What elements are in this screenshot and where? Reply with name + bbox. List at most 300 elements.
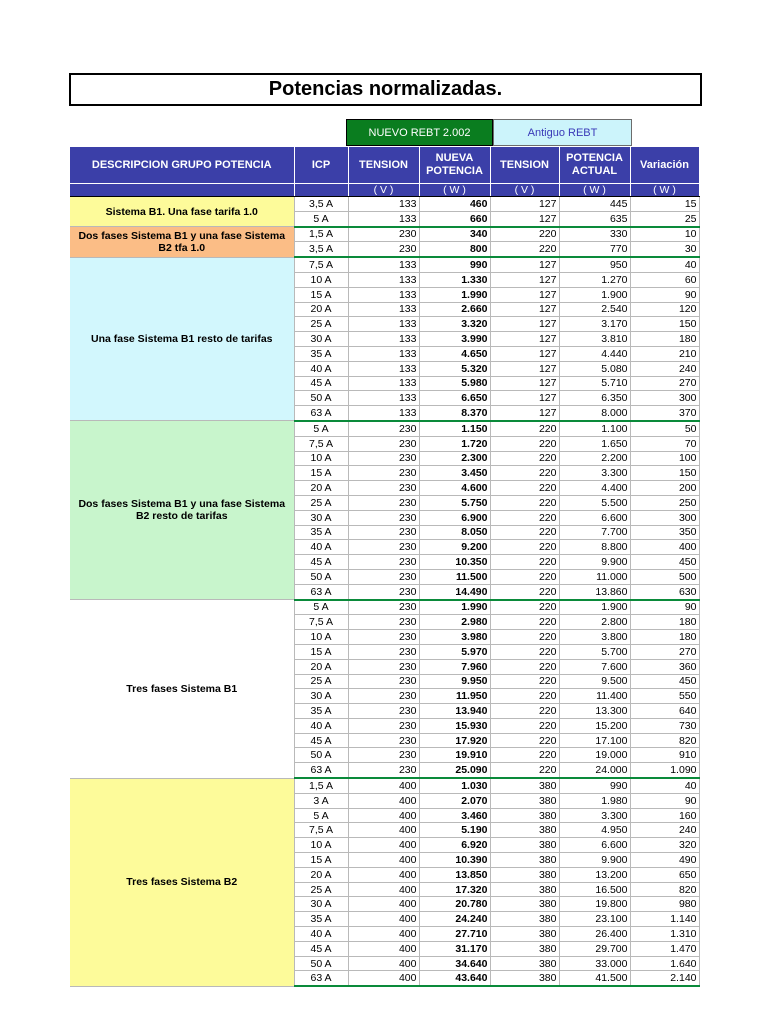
- cell-tension-old: 220: [490, 510, 559, 525]
- units-row: [70, 184, 699, 197]
- cell-variacion: 270: [630, 376, 699, 391]
- cell-icp: 25 A: [294, 674, 348, 689]
- cell-variacion: 400: [630, 540, 699, 555]
- cell-icp: 45 A: [294, 941, 348, 956]
- cell-potencia-actual: 445: [559, 197, 630, 212]
- cell-variacion: 300: [630, 510, 699, 525]
- cell-nueva-potencia: 6.650: [419, 391, 490, 406]
- cell-tension-old: 380: [490, 838, 559, 853]
- cell-variacion: 320: [630, 838, 699, 853]
- group-description: Sistema B1. Una fase tarifa 1.0: [70, 197, 294, 227]
- cell-icp: 10 A: [294, 272, 348, 287]
- cell-variacion: 180: [630, 615, 699, 630]
- cell-variacion: 40: [630, 778, 699, 793]
- cell-tension-new: 230: [348, 510, 419, 525]
- cell-tension-old: 220: [490, 644, 559, 659]
- cell-tension-new: 400: [348, 941, 419, 956]
- cell-nueva-potencia: 1.330: [419, 272, 490, 287]
- cell-nueva-potencia: 11.950: [419, 689, 490, 704]
- cell-potencia-actual: 24.000: [559, 763, 630, 778]
- cell-variacion: 240: [630, 823, 699, 838]
- cell-tension-old: 127: [490, 391, 559, 406]
- cell-variacion: 120: [630, 302, 699, 317]
- header-descripcion: DESCRIPCION GRUPO POTENCIA: [70, 147, 294, 184]
- cell-tension-new: 230: [348, 674, 419, 689]
- cell-nueva-potencia: 2.980: [419, 615, 490, 630]
- cell-nueva-potencia: 17.920: [419, 733, 490, 748]
- cell-icp: 20 A: [294, 867, 348, 882]
- cell-tension-new: 400: [348, 912, 419, 927]
- cell-icp: 30 A: [294, 510, 348, 525]
- cell-icp: 15 A: [294, 853, 348, 868]
- header-variacion: Variación: [630, 147, 699, 184]
- cell-potencia-actual: 4.950: [559, 823, 630, 838]
- cell-potencia-actual: 3.300: [559, 808, 630, 823]
- cell-tension-old: 380: [490, 867, 559, 882]
- header-icp: ICP: [294, 147, 348, 184]
- group-description: Dos fases Sistema B1 y una fase Sistema B2 tfa 1.0: [70, 227, 294, 258]
- cell-tension-old: 220: [490, 763, 559, 778]
- cell-tension-old: 220: [490, 242, 559, 257]
- cell-tension-old: 127: [490, 257, 559, 272]
- cell-tension-old: 220: [490, 555, 559, 570]
- cell-potencia-actual: 6.600: [559, 510, 630, 525]
- cell-icp: 35 A: [294, 912, 348, 927]
- cell-nueva-potencia: 8.050: [419, 525, 490, 540]
- cell-icp: 10 A: [294, 838, 348, 853]
- table-row: [70, 600, 699, 615]
- cell-variacion: 630: [630, 584, 699, 599]
- cell-potencia-actual: 8.800: [559, 540, 630, 555]
- cell-icp: 63 A: [294, 971, 348, 986]
- cell-tension-old: 220: [490, 748, 559, 763]
- cell-icp: 5 A: [294, 421, 348, 436]
- cell-tension-new: 230: [348, 600, 419, 615]
- unit-w: ( W ): [559, 184, 630, 197]
- cell-tension-old: 220: [490, 615, 559, 630]
- cell-icp: 1,5 A: [294, 778, 348, 793]
- cell-tension-old: 220: [490, 689, 559, 704]
- cell-potencia-actual: 1.650: [559, 436, 630, 451]
- cell-variacion: 90: [630, 793, 699, 808]
- cell-potencia-actual: 7.600: [559, 659, 630, 674]
- cell-icp: 20 A: [294, 302, 348, 317]
- cell-variacion: 30: [630, 242, 699, 257]
- cell-potencia-actual: 990: [559, 778, 630, 793]
- cell-potencia-actual: 5.710: [559, 376, 630, 391]
- cell-tension-old: 127: [490, 197, 559, 212]
- cell-variacion: 360: [630, 659, 699, 674]
- cell-potencia-actual: 6.350: [559, 391, 630, 406]
- cell-icp: 15 A: [294, 644, 348, 659]
- cell-nueva-potencia: 6.920: [419, 838, 490, 853]
- cell-variacion: 240: [630, 361, 699, 376]
- cell-variacion: 730: [630, 718, 699, 733]
- cell-icp: 40 A: [294, 361, 348, 376]
- cell-nueva-potencia: 1.990: [419, 600, 490, 615]
- cell-tension-new: 133: [348, 302, 419, 317]
- cell-tension-new: 230: [348, 421, 419, 436]
- cell-icp: 35 A: [294, 346, 348, 361]
- cell-potencia-actual: 950: [559, 257, 630, 272]
- cell-potencia-actual: 33.000: [559, 956, 630, 971]
- cell-tension-old: 220: [490, 584, 559, 599]
- cell-tension-old: 127: [490, 361, 559, 376]
- cell-variacion: 820: [630, 733, 699, 748]
- cell-nueva-potencia: 340: [419, 227, 490, 242]
- cell-tension-new: 400: [348, 793, 419, 808]
- cell-icp: 40 A: [294, 718, 348, 733]
- cell-icp: 7,5 A: [294, 436, 348, 451]
- cell-tension-old: 380: [490, 853, 559, 868]
- cell-tension-old: 380: [490, 941, 559, 956]
- cell-icp: 10 A: [294, 451, 348, 466]
- cell-tension-new: 230: [348, 644, 419, 659]
- cell-nueva-potencia: 2.070: [419, 793, 490, 808]
- cell-variacion: 450: [630, 674, 699, 689]
- cell-tension-new: 400: [348, 838, 419, 853]
- cell-tension-old: 127: [490, 211, 559, 226]
- cell-variacion: 250: [630, 495, 699, 510]
- cell-tension-new: 230: [348, 615, 419, 630]
- cell-tension-old: 220: [490, 674, 559, 689]
- cell-potencia-actual: 5.700: [559, 644, 630, 659]
- cell-tension-old: 220: [490, 481, 559, 496]
- nuevo-rebt-label: NUEVO REBT 2.002: [346, 119, 493, 146]
- cell-tension-new: 230: [348, 704, 419, 719]
- cell-tension-new: 230: [348, 436, 419, 451]
- cell-variacion: 350: [630, 525, 699, 540]
- cell-variacion: 40: [630, 257, 699, 272]
- cell-tension-new: 133: [348, 361, 419, 376]
- cell-tension-new: 230: [348, 718, 419, 733]
- table-row: [70, 227, 699, 242]
- cell-tension-old: 380: [490, 956, 559, 971]
- cell-nueva-potencia: 1.030: [419, 778, 490, 793]
- cell-tension-old: 220: [490, 421, 559, 436]
- cell-potencia-actual: 13.200: [559, 867, 630, 882]
- cell-nueva-potencia: 5.320: [419, 361, 490, 376]
- cell-variacion: 200: [630, 481, 699, 496]
- cell-variacion: 180: [630, 332, 699, 347]
- cell-icp: 50 A: [294, 956, 348, 971]
- cell-tension-new: 230: [348, 540, 419, 555]
- cell-nueva-potencia: 8.370: [419, 406, 490, 421]
- cell-tension-new: 400: [348, 927, 419, 942]
- cell-tension-new: 230: [348, 495, 419, 510]
- cell-tension-new: 230: [348, 748, 419, 763]
- cell-potencia-actual: 2.800: [559, 615, 630, 630]
- cell-potencia-actual: 9.500: [559, 674, 630, 689]
- cell-potencia-actual: 1.270: [559, 272, 630, 287]
- cell-tension-new: 400: [348, 971, 419, 986]
- cell-icp: 7,5 A: [294, 823, 348, 838]
- cell-icp: 45 A: [294, 733, 348, 748]
- cell-tension-new: 400: [348, 853, 419, 868]
- cell-nueva-potencia: 460: [419, 197, 490, 212]
- cell-icp: 50 A: [294, 748, 348, 763]
- cell-icp: 40 A: [294, 540, 348, 555]
- cell-icp: 25 A: [294, 882, 348, 897]
- cell-tension-new: 133: [348, 376, 419, 391]
- cell-nueva-potencia: 990: [419, 257, 490, 272]
- cell-icp: 5 A: [294, 808, 348, 823]
- cell-icp: 25 A: [294, 495, 348, 510]
- cell-potencia-actual: 3.170: [559, 317, 630, 332]
- cell-variacion: 1.310: [630, 927, 699, 942]
- cell-potencia-actual: 23.100: [559, 912, 630, 927]
- cell-nueva-potencia: 800: [419, 242, 490, 257]
- cell-nueva-potencia: 5.970: [419, 644, 490, 659]
- page-title: Potencias normalizadas.: [69, 73, 702, 106]
- cell-tension-old: 220: [490, 600, 559, 615]
- unit-w: ( W ): [630, 184, 699, 197]
- cell-tension-old: 380: [490, 823, 559, 838]
- cell-potencia-actual: 13.300: [559, 704, 630, 719]
- cell-variacion: 1.470: [630, 941, 699, 956]
- cell-variacion: 70: [630, 436, 699, 451]
- cell-icp: 5 A: [294, 211, 348, 226]
- cell-nueva-potencia: 3.320: [419, 317, 490, 332]
- cell-nueva-potencia: 2.660: [419, 302, 490, 317]
- cell-variacion: 450: [630, 555, 699, 570]
- group-description: Tres fases Sistema B1: [70, 600, 294, 779]
- cell-tension-new: 133: [348, 317, 419, 332]
- cell-tension-old: 220: [490, 718, 559, 733]
- cell-nueva-potencia: 10.390: [419, 853, 490, 868]
- units-blank: [294, 184, 348, 197]
- cell-tension-old: 127: [490, 317, 559, 332]
- header-potencia-actual: POTENCIA ACTUAL: [559, 147, 630, 184]
- cell-tension-old: 380: [490, 778, 559, 793]
- cell-nueva-potencia: 9.950: [419, 674, 490, 689]
- header-row: [70, 147, 699, 184]
- unit-v: ( V ): [490, 184, 559, 197]
- cell-variacion: 2.140: [630, 971, 699, 986]
- cell-tension-new: 230: [348, 584, 419, 599]
- cell-potencia-actual: 15.200: [559, 718, 630, 733]
- cell-nueva-potencia: 5.750: [419, 495, 490, 510]
- cell-variacion: 980: [630, 897, 699, 912]
- group-description: Una fase Sistema B1 resto de tarifas: [70, 257, 294, 421]
- cell-icp: 63 A: [294, 584, 348, 599]
- cell-tension-old: 220: [490, 569, 559, 584]
- cell-icp: 7,5 A: [294, 257, 348, 272]
- cell-variacion: 910: [630, 748, 699, 763]
- cell-nueva-potencia: 1.720: [419, 436, 490, 451]
- cell-potencia-actual: 9.900: [559, 555, 630, 570]
- cell-tension-new: 230: [348, 659, 419, 674]
- cell-nueva-potencia: 660: [419, 211, 490, 226]
- cell-icp: 30 A: [294, 689, 348, 704]
- cell-potencia-actual: 11.400: [559, 689, 630, 704]
- table-row: [70, 197, 699, 212]
- cell-potencia-actual: 8.000: [559, 406, 630, 421]
- cell-variacion: 650: [630, 867, 699, 882]
- cell-potencia-actual: 1.980: [559, 793, 630, 808]
- cell-potencia-actual: 13.860: [559, 584, 630, 599]
- cell-variacion: 50: [630, 421, 699, 436]
- cell-tension-old: 220: [490, 659, 559, 674]
- header-tension-new: TENSION: [348, 147, 419, 184]
- cell-tension-old: 220: [490, 525, 559, 540]
- cell-icp: 63 A: [294, 406, 348, 421]
- cell-tension-new: 400: [348, 778, 419, 793]
- cell-icp: 15 A: [294, 466, 348, 481]
- cell-potencia-actual: 19.800: [559, 897, 630, 912]
- cell-nueva-potencia: 4.650: [419, 346, 490, 361]
- units-blank: [70, 184, 294, 197]
- group-description: Dos fases Sistema B1 y una fase Sistema B2 resto de tarifas: [70, 421, 294, 600]
- cell-tension-new: 400: [348, 956, 419, 971]
- cell-tension-new: 133: [348, 257, 419, 272]
- cell-potencia-actual: 5.500: [559, 495, 630, 510]
- cell-icp: 30 A: [294, 332, 348, 347]
- cell-tension-new: 133: [348, 197, 419, 212]
- cell-nueva-potencia: 3.980: [419, 630, 490, 645]
- cell-tension-old: 220: [490, 630, 559, 645]
- cell-variacion: 1.640: [630, 956, 699, 971]
- cell-potencia-actual: 11.000: [559, 569, 630, 584]
- cell-icp: 30 A: [294, 897, 348, 912]
- cell-tension-new: 230: [348, 466, 419, 481]
- cell-icp: 45 A: [294, 555, 348, 570]
- cell-tension-old: 380: [490, 882, 559, 897]
- cell-variacion: 640: [630, 704, 699, 719]
- cell-tension-new: 230: [348, 227, 419, 242]
- table-row: [70, 778, 699, 793]
- cell-nueva-potencia: 10.350: [419, 555, 490, 570]
- table-row: [70, 421, 699, 436]
- cell-potencia-actual: 2.200: [559, 451, 630, 466]
- cell-nueva-potencia: 4.600: [419, 481, 490, 496]
- cell-nueva-potencia: 15.930: [419, 718, 490, 733]
- cell-variacion: 150: [630, 317, 699, 332]
- cell-nueva-potencia: 25.090: [419, 763, 490, 778]
- cell-tension-new: 230: [348, 555, 419, 570]
- cell-variacion: 1.140: [630, 912, 699, 927]
- cell-nueva-potencia: 43.640: [419, 971, 490, 986]
- cell-tension-new: 133: [348, 332, 419, 347]
- cell-nueva-potencia: 6.900: [419, 510, 490, 525]
- cell-tension-old: 220: [490, 466, 559, 481]
- cell-nueva-potencia: 24.240: [419, 912, 490, 927]
- cell-tension-old: 127: [490, 376, 559, 391]
- table-row: [70, 257, 699, 272]
- cell-icp: 35 A: [294, 525, 348, 540]
- cell-potencia-actual: 16.500: [559, 882, 630, 897]
- cell-tension-old: 220: [490, 704, 559, 719]
- cell-potencia-actual: 3.300: [559, 466, 630, 481]
- cell-icp: 7,5 A: [294, 615, 348, 630]
- cell-icp: 3,5 A: [294, 242, 348, 257]
- cell-icp: 20 A: [294, 481, 348, 496]
- cell-variacion: 90: [630, 287, 699, 302]
- cell-tension-new: 230: [348, 525, 419, 540]
- cell-variacion: 500: [630, 569, 699, 584]
- cell-potencia-actual: 1.900: [559, 600, 630, 615]
- cell-icp: 15 A: [294, 287, 348, 302]
- cell-tension-new: 400: [348, 823, 419, 838]
- cell-tension-new: 133: [348, 287, 419, 302]
- cell-potencia-actual: 7.700: [559, 525, 630, 540]
- cell-icp: 50 A: [294, 569, 348, 584]
- cell-icp: 63 A: [294, 763, 348, 778]
- cell-variacion: 550: [630, 689, 699, 704]
- cell-tension-old: 220: [490, 227, 559, 242]
- cell-tension-new: 133: [348, 346, 419, 361]
- cell-tension-old: 380: [490, 971, 559, 986]
- cell-icp: 45 A: [294, 376, 348, 391]
- cell-tension-new: 230: [348, 481, 419, 496]
- cell-potencia-actual: 17.100: [559, 733, 630, 748]
- cell-variacion: 490: [630, 853, 699, 868]
- cell-tension-old: 127: [490, 272, 559, 287]
- cell-tension-old: 220: [490, 540, 559, 555]
- cell-tension-new: 133: [348, 272, 419, 287]
- cell-icp: 20 A: [294, 659, 348, 674]
- cell-nueva-potencia: 3.990: [419, 332, 490, 347]
- cell-tension-old: 380: [490, 897, 559, 912]
- cell-tension-old: 380: [490, 808, 559, 823]
- cell-variacion: 370: [630, 406, 699, 421]
- cell-potencia-actual: 3.800: [559, 630, 630, 645]
- cell-icp: 3 A: [294, 793, 348, 808]
- cell-tension-new: 133: [348, 406, 419, 421]
- cell-variacion: 1.090: [630, 763, 699, 778]
- cell-potencia-actual: 26.400: [559, 927, 630, 942]
- cell-variacion: 300: [630, 391, 699, 406]
- cell-variacion: 25: [630, 211, 699, 226]
- cell-icp: 5 A: [294, 600, 348, 615]
- cell-icp: 50 A: [294, 391, 348, 406]
- cell-tension-new: 133: [348, 211, 419, 226]
- cell-tension-new: 400: [348, 897, 419, 912]
- cell-potencia-actual: 2.540: [559, 302, 630, 317]
- cell-tension-new: 400: [348, 808, 419, 823]
- cell-potencia-actual: 4.400: [559, 481, 630, 496]
- cell-nueva-potencia: 27.710: [419, 927, 490, 942]
- cell-nueva-potencia: 5.980: [419, 376, 490, 391]
- cell-variacion: 820: [630, 882, 699, 897]
- cell-nueva-potencia: 9.200: [419, 540, 490, 555]
- cell-tension-old: 220: [490, 495, 559, 510]
- cell-variacion: 15: [630, 197, 699, 212]
- cell-variacion: 150: [630, 466, 699, 481]
- cell-tension-new: 133: [348, 391, 419, 406]
- cell-nueva-potencia: 3.460: [419, 808, 490, 823]
- table-body: [70, 197, 699, 987]
- cell-nueva-potencia: 1.990: [419, 287, 490, 302]
- cell-variacion: 270: [630, 644, 699, 659]
- cell-nueva-potencia: 17.320: [419, 882, 490, 897]
- cell-variacion: 90: [630, 600, 699, 615]
- cell-tension-old: 220: [490, 451, 559, 466]
- cell-potencia-actual: 1.900: [559, 287, 630, 302]
- cell-tension-new: 230: [348, 242, 419, 257]
- cell-nueva-potencia: 7.960: [419, 659, 490, 674]
- cell-potencia-actual: 4.440: [559, 346, 630, 361]
- unit-v: ( V ): [348, 184, 419, 197]
- cell-tension-new: 230: [348, 733, 419, 748]
- cell-tension-old: 220: [490, 733, 559, 748]
- cell-tension-old: 127: [490, 302, 559, 317]
- cell-nueva-potencia: 13.940: [419, 704, 490, 719]
- cell-icp: 10 A: [294, 630, 348, 645]
- cell-tension-old: 127: [490, 346, 559, 361]
- cell-variacion: 100: [630, 451, 699, 466]
- cell-variacion: 180: [630, 630, 699, 645]
